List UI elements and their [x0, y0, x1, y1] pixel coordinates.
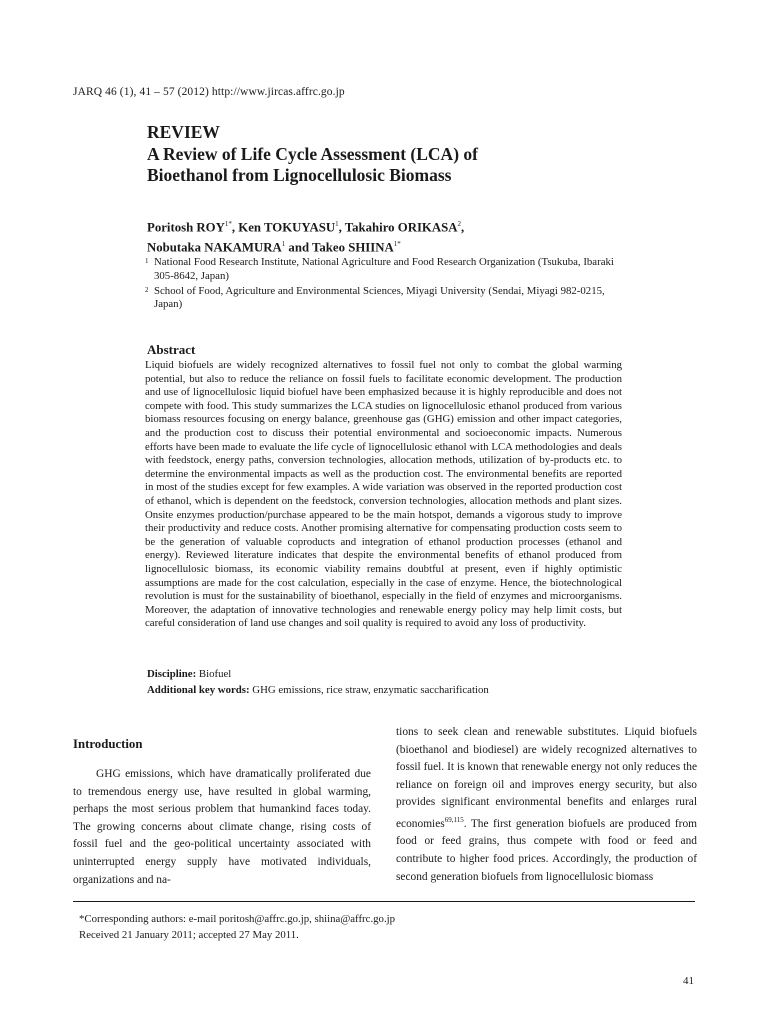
affiliation-number: 1 [145, 257, 149, 265]
discipline-value: Biofuel [196, 668, 232, 680]
additional-keywords-label: Additional key words: [147, 683, 250, 696]
author-name: Takeo SHIINA [312, 240, 394, 255]
title-line-1: A Review of Life Cycle Assessment (LCA) of [147, 144, 478, 164]
affiliation-item [145, 256, 625, 284]
affiliation-item [145, 285, 625, 313]
authors-line-2: Nobutaka NAKAMURA$^1$ and Takeo $SHIINA^{1*}$ [147, 240, 401, 255]
title-line-2: Bioethanol from Lignocellulosic Biomass [147, 165, 452, 185]
author-affil-mark: 1 [335, 220, 339, 228]
body-text: . The first generation biofuels are produced from food or feed grains, thus compete with food or feed and contribute to higher food prices. Accordingly, the production of second generation biofuels from lignocellulosic biomass [396, 817, 697, 883]
body-column-left: GHG emissions, which have dramatically proliferated due to tremendous energy use, have resulted in global warming, perhaps the most serious problem that humankind faces today. The growing concerns about climate change, rising costs of fossil fuel and the geo-political uncertainty associated with uninterrupted energy supply have motivated individuals, organizations and na- [73, 768, 371, 886]
page-number: 41 [683, 975, 694, 987]
author-affil-mark: 1* [393, 240, 401, 249]
authors-line-1: Poritosh $ROY^{1*}$, Ken TOKUYASU$^1$, Takahiro ORIKASA$^2$, [147, 220, 465, 235]
author-name: Takahiro ORIKASA [344, 220, 458, 235]
introduction-heading: Introduction [73, 737, 143, 751]
author-affil-mark: 2 [457, 220, 461, 228]
author-name: Ken TOKUYASU [238, 220, 336, 235]
article-type: REVIEW [147, 122, 220, 142]
author-affil-mark: 1* [224, 220, 232, 228]
author-affil-mark: 1 [281, 240, 286, 249]
additional-keywords-value: GHG emissions, rice straw, enzymatic saccharification [249, 683, 489, 696]
author-list [147, 216, 627, 257]
abstract-body: Liquid biofuels are widely recognized alternatives to fossil fuel not only to combat the global warming potential, but also to reduce the reliance on fossil fuels to facilitate economic development. The production and use of lignocellulosic liquid biofuel have been emphasized because it is highly reproducible and does not compete with food. This study summarizes the LCA studies on lignocellulosic ethanol produced from various biomass resources focusing on energy balance, greenhouse gas (GHG) emission and other impact categories, and the production cost to discuss their potential environmental and socioeconomic impacts. Numerous efforts have been made to evaluate the life cycle of lignocellulosic ethanol with LCA methodologies and deals with feedstock, energy paths, conversion technologies, allocation methods, utilization of by-products etc. to determine the environmental impacts as well as the production cost. The environmental benefits are reported in most of the studies except for few examples. A wide variation was observed in the reported production cost of ethanol, which is dependent on the feedstock, conversion technologies, allocation methods and plant sizes. Onsite enzymes production/purchase appeared to be the main hotspot, demands a vigorous study to improve their productivity and reduce costs. Another promising alternative for compensating production costs seem to be the generation of valuable coproducts and integration of ethanol production processes (ethanol and energy). Reviewed literature indicates that despite the environmental benefits of ethanol produced from lignocellulosic biomass, its economic viability remains doubtful at present, even if highly optimistic assumptions are made for the cost calculation, especially in the case of enzyme. Hence, the biotechnological revolution is must for the sustainability of bioethanol, especially in the field of enzymes and microorganisms. Moreover, the adaptation of innovative technologies and renewable energy policy may help limit costs, but careful consideration of land use changes and soil quality is required to avoid any loss of productivity. [145, 359, 622, 630]
affiliation-text: School of Food, Agriculture and Environmental Sciences, Miyagi University (Sendai, Miyagi 982-0215, Japan) [154, 284, 605, 311]
journal-citation: JARQ 46 (1), 41 – 57 (2012) http://www.jircas.affrc.go.jp [73, 86, 345, 98]
affiliation-text: National Food Research Institute, National Agriculture and Food Research Organization (Tsukuba, Ibaraki 305-8642, Japan) [154, 256, 614, 282]
author-name: Nobutaka NAKAMURA [147, 240, 282, 255]
author-name: Poritosh ROY [147, 220, 225, 235]
discipline-line [147, 667, 627, 683]
footnotes [79, 911, 395, 943]
additional-keywords-line [147, 683, 627, 699]
citation-superscript: 69,115 [444, 815, 464, 824]
body-column-right [396, 724, 697, 886]
article-title [147, 144, 627, 186]
body-text: tions to seek clean and renewable substitutes. Liquid biofuels (bioethanol and biodiesel) are widely recognized alternatives to fossil fuel. It is known that renewable energy not only reduces the reliance on foreign oil and improves energy security, but also provides significant environmental benefits and enlarges rural economies [396, 726, 697, 830]
corresponding-author-note: *Corresponding authors: e-mail poritosh@affrc.go.jp, shiina@affrc.go.jp [79, 913, 396, 925]
abstract-heading: Abstract [147, 342, 196, 357]
affiliation-list [145, 256, 625, 313]
keywords-block [147, 667, 627, 698]
footnote-divider [73, 901, 695, 902]
discipline-label: Discipline: [147, 668, 197, 680]
received-accepted-note: Received 21 January 2011; accepted 27 May 2011. [79, 929, 299, 941]
affiliation-number: 2 [145, 285, 149, 294]
